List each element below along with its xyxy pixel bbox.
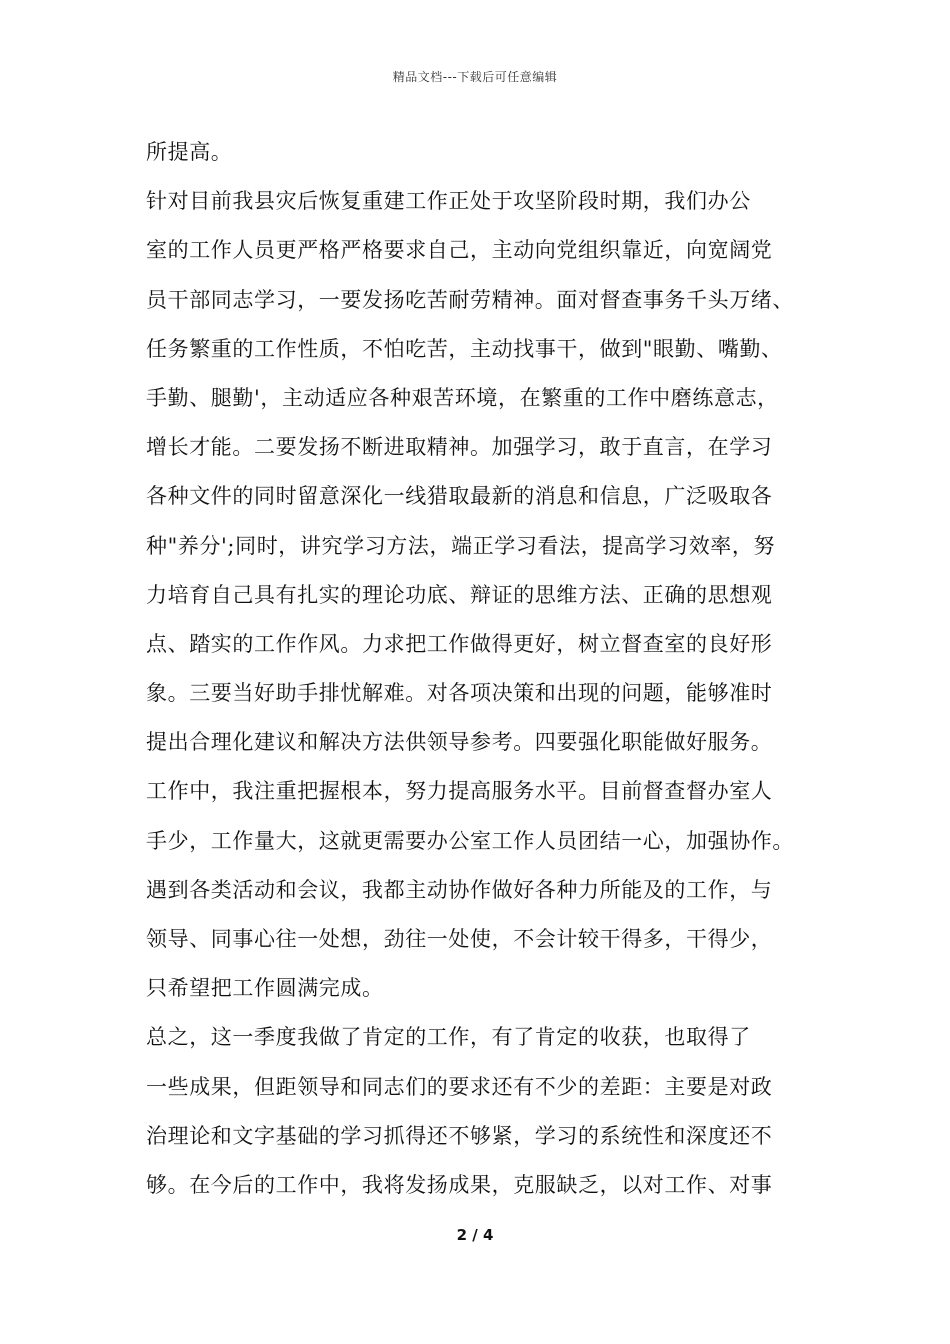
text-line: 一些成果，但距领导和同志们的要求还有不少的差距：主要是对政	[146, 1074, 773, 1099]
text-line: 增长才能。二要发扬不断进取精神。加强学习，敢于直言，在学习	[146, 435, 773, 460]
text-line: 点、踏实的工作作风。力求把工作做得更好，树立督查室的良好形	[146, 631, 773, 656]
text-line: 员干部同志学习，一要发扬吃苦耐劳精神。面对督查事务千头万绪、	[146, 287, 794, 312]
text-line: 领导、同事心往一处想，劲往一处使，不会计较干得多，干得少，	[146, 927, 773, 951]
text-line: 只希望把工作圆满完成。	[146, 976, 384, 1001]
text-line: 提出合理化建议和解决方法供领导参考。四要强化职能做好服务。	[146, 730, 773, 755]
text-line: 室的工作人员更严格严格要求自己，主动向党组织靠近，向宽阔党	[146, 238, 773, 263]
page-header: 精品文档---下载后可任意编辑	[392, 70, 558, 84]
text-line: 够。在今后的工作中，我将发扬成果，克服缺乏，以对工作、对事	[146, 1172, 773, 1197]
text-line: 所提高。	[146, 140, 233, 164]
text-line: 象。三要当好助手排忧解难。对各项决策和出现的问题，能够准时	[146, 681, 773, 706]
text-line: 遇到各类活动和会议，我都主动协作做好各种力所能及的工作，与	[146, 877, 773, 902]
text-line: 工作中，我注重把握根本，努力提高服务水平。目前督查督办室人	[146, 779, 773, 804]
text-line: 力培育自己具有扎实的理论功底、辩证的思维方法、正确的思想观	[146, 582, 773, 607]
body-text	[146, 128, 826, 1210]
text-line: 手勤、腿勤'，主动适应各种艰苦环境，在繁重的工作中磨练意志，	[146, 385, 779, 410]
text-line: 种"养分';同时，讲究学习方法，端正学习看法，提高学习效率，努	[146, 533, 776, 558]
text-line: 手少，工作量大，这就更需要办公室工作人员团结一心，加强协作。	[146, 828, 794, 853]
text-line: 治理论和文字基础的学习抓得还不够紧，学习的系统性和深度还不	[146, 1123, 773, 1148]
text-line: 总之，这一季度我做了肯定的工作，有了肯定的收获，也取得了	[146, 1025, 751, 1050]
page-number: 2 / 4	[456, 1226, 494, 1244]
text-line: 针对目前我县灾后恢复重建工作正处于攻坚阶段时期，我们办公	[146, 189, 751, 214]
text-line: 任务繁重的工作性质，不怕吃苦，主动找事干，做到"眼勤、嘴勤、	[146, 336, 783, 361]
text-line: 各种文件的同时留意深化一线猎取最新的消息和信息，广泛吸取各	[146, 484, 773, 509]
